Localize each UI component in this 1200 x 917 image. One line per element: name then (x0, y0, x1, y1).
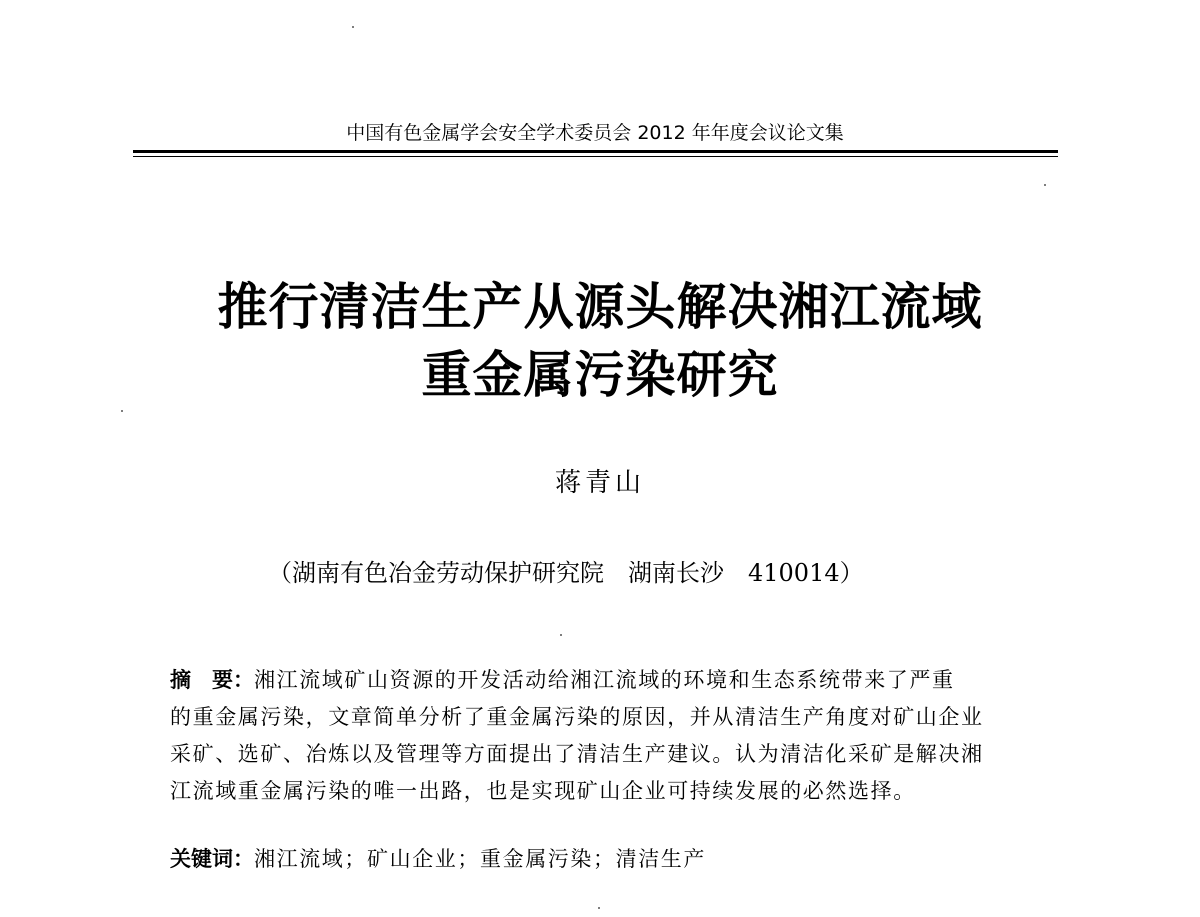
keywords-text: 湘江流域；矿山企业；重金属污染；清洁生产 (254, 847, 706, 871)
scan-speck (352, 26, 354, 28)
header-rule-thick (133, 150, 1058, 153)
abstract-block (170, 662, 1040, 810)
scan-speck (121, 410, 123, 412)
abstract-text-1: 湘江流域矿山资源的开发活动给湘江流域的环境和生态系统带来了严重 (254, 668, 955, 692)
abstract-line-1 (170, 662, 1040, 699)
scan-speck (598, 907, 600, 909)
scan-speck (1044, 184, 1046, 186)
header-rule-thin (133, 156, 1058, 157)
affiliation: （湖南有色冶金劳动保护研究院 湖南长沙 410014） (268, 559, 864, 587)
abstract-line-2: 的重金属污染，文章简单分析了重金属污染的原因，并从清洁生产角度对矿山企业 (170, 705, 984, 729)
keywords-label: 关键词： (170, 847, 254, 871)
abstract-label: 摘 要： (170, 668, 254, 692)
abstract-line-4: 江流域重金属污染的唯一出路，也是实现矿山企业可持续发展的必然选择。 (170, 779, 916, 803)
keywords-line (170, 844, 706, 874)
paper-title-line-2: 重金属污染研究 (421, 346, 779, 404)
scan-speck (560, 634, 562, 636)
paper-title-line-1: 推行清洁生产从源头解决湘江流域 (217, 278, 983, 336)
abstract-line-3: 采矿、选矿、冶炼以及管理等方面提出了清洁生产建议。认为清洁化采矿是解决湘 (170, 742, 984, 766)
running-header: 中国有色金属学会安全学术委员会 2012 年年度会议论文集 (346, 122, 844, 144)
author-name: 蒋青山 (554, 468, 645, 498)
